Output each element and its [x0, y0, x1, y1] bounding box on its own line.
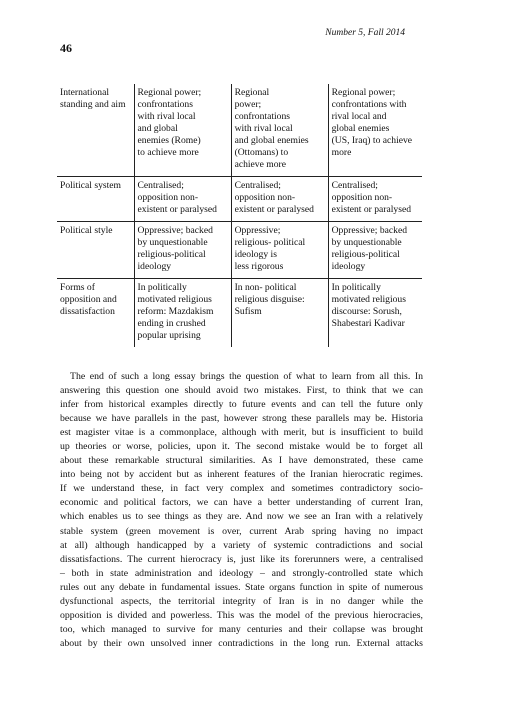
paragraph-line: at all) although handicapped by a variety of systemic contradictions and social — [60, 539, 423, 551]
table-cell — [328, 84, 422, 177]
paragraph-line: – both in state administration and ideology – and strongly-controlled state which — [60, 567, 423, 579]
cell-text-line: opposition non- — [234, 192, 296, 203]
paragraph-line: infer from historical examples directly to future events and can tell the future only — [60, 399, 423, 411]
table-cell — [328, 177, 422, 222]
cell-text-line: rival local and — [331, 111, 387, 122]
journal-issue-header: Number 5, Fall 2014 — [325, 28, 405, 38]
cell-text-line: confrontations — [234, 111, 290, 122]
cell-text-line: standing and aim — [60, 99, 126, 110]
paragraph-line: opposition is divided and powerless. This was the model of the previous hierocracies, — [60, 609, 423, 621]
table-cell — [134, 84, 231, 177]
cell-text-line: motivated religious — [331, 294, 406, 305]
cell-text-line: popular uprising — [137, 330, 201, 341]
cell-text-line: to achieve more — [137, 147, 199, 158]
cell-text-line: Centralised; — [234, 180, 281, 191]
paragraph-line: which enables us to see things as they are. And now we see an Iran with a relatively — [60, 511, 423, 523]
table-cell — [134, 222, 231, 279]
cell-text-line: and global enemies — [234, 135, 309, 146]
cell-text-line: opposition non- — [137, 192, 199, 203]
cell-text-line: existent or paralysed — [137, 204, 217, 215]
cell-text-line: power; — [234, 99, 262, 110]
paragraph-line: If we understand these, in fact very complex and sometimes contradictory socio- — [60, 483, 423, 495]
cell-text-line: Regional — [234, 87, 270, 98]
paragraph-line: answering this question one should avoid two mistakes. First, to think that we can — [60, 385, 423, 397]
cell-text-line: opposition and — [60, 294, 117, 305]
body-paragraph — [60, 370, 423, 651]
row-label-cell — [57, 177, 134, 222]
cell-text-line: by unquestionable — [137, 237, 208, 248]
cell-text-line: Regional power; — [331, 87, 396, 98]
cell-text-line: (US, Iraq) to achieve — [331, 135, 413, 146]
cell-text-line: enemies (Rome) — [137, 135, 201, 146]
cell-text-line: religious- political — [234, 237, 306, 248]
cell-text-line: ideology — [331, 261, 366, 272]
cell-text-line: confrontations — [137, 99, 193, 110]
cell-text-line: ideology is — [234, 249, 277, 260]
table-cell — [231, 177, 328, 222]
cell-text-line: more — [331, 147, 352, 158]
cell-text-line: and global — [137, 123, 178, 134]
paragraph-line: dysfunctional aspects, the territorial integrity of Iran is in no danger while the — [60, 595, 423, 607]
cell-text-line: In politically — [331, 282, 381, 293]
cell-text-line: religious-political — [137, 249, 206, 260]
cell-text-line: ideology — [137, 261, 172, 272]
paragraph-line: because we have parallels in the past, however strong these parallels may be. Historia — [60, 413, 423, 425]
table-row — [57, 279, 422, 348]
comparison-table — [57, 84, 422, 347]
table-row — [57, 177, 422, 222]
cell-text-line: Forms of — [60, 282, 95, 293]
cell-text-line: existent or paralysed — [331, 204, 411, 215]
cell-text-line: Oppressive; — [234, 225, 281, 236]
cell-text-line: Oppressive; backed — [331, 225, 408, 236]
table-row — [57, 84, 422, 177]
table-cell — [328, 222, 422, 279]
cell-text-line: Political style — [60, 225, 113, 236]
cell-text-line: reform: Mazdakism — [137, 306, 214, 317]
row-label-cell — [57, 279, 134, 348]
cell-text-line: Centralised; — [331, 180, 378, 191]
cell-text-line: Centralised; — [137, 180, 184, 191]
paragraph-line: about these remarkable structural similarities. As I have demonstrated, these came — [60, 455, 423, 467]
paragraph-line: est magister vitae is a commonplace, although with merit, but is insufficient to build — [60, 427, 423, 439]
table-cell — [231, 84, 328, 177]
paragraph-line: too, which managed to survive for many centuries and their collapse was brought — [60, 623, 423, 635]
paragraph-line: into being not by accident but as inherent features of the Iranian hierocratic regimes. — [60, 469, 423, 481]
cell-text-line: religious disguise: — [234, 294, 305, 305]
cell-text-line: (Ottomans) to — [234, 147, 289, 158]
paragraph-line: stable system (green movement is over, current Arab spring having no impact — [60, 525, 423, 537]
cell-text-line: by unquestionable — [331, 237, 402, 248]
cell-text-line: existent or paralysed — [234, 204, 314, 215]
paragraph-line: The end of such a long essay brings the question of what to learn from all this. In — [70, 371, 423, 382]
cell-text-line: opposition non- — [331, 192, 393, 203]
paragraph-line: rules out any debate in fundamental issues. State organs function in spite of numerous — [60, 581, 423, 593]
cell-text-line: motivated religious — [137, 294, 212, 305]
cell-text-line: global enemies — [331, 123, 390, 134]
paragraph-line: dissatisfactions. The current hierocracy is, just like its forerunners were, a centralised — [60, 553, 423, 565]
cell-text-line: ending in crushed — [137, 318, 206, 329]
paragraph-line: economic and political factors, we can have a better understanding of current Iran, — [60, 497, 423, 509]
cell-text-line: International — [60, 87, 110, 98]
table-cell — [231, 279, 328, 348]
cell-text-line: Oppressive; backed — [137, 225, 213, 236]
paragraph-line: about by their own unsolved inner contradictions in the long run. External attacks — [60, 637, 423, 649]
cell-text-line: confrontations with — [331, 99, 407, 110]
table-cell — [134, 177, 231, 222]
cell-text-line: discourse: Sorush, — [331, 306, 402, 317]
cell-text-line: In politically — [137, 282, 187, 293]
cell-text-line: Political system — [60, 180, 122, 191]
row-label-cell — [57, 222, 134, 279]
table-cell — [328, 279, 422, 348]
cell-text-line: Regional power; — [137, 87, 202, 98]
paragraph-line: up theories or worse, policies, upon it. The second mistake would be to forget all — [60, 441, 423, 453]
cell-text-line: achieve more — [234, 159, 286, 170]
cell-text-line: In non- political — [234, 282, 297, 293]
cell-text-line: less rigorous — [234, 261, 284, 272]
table-cell — [134, 279, 231, 348]
cell-text-line: Shabestari Kadivar — [331, 318, 405, 329]
page-number: 46 — [60, 41, 72, 55]
cell-text-line: Sufism — [234, 306, 262, 317]
cell-text-line: religious-political — [331, 249, 400, 260]
table-cell — [231, 222, 328, 279]
cell-text-line: dissatisfaction — [60, 306, 115, 317]
table-row — [57, 222, 422, 279]
row-label-cell — [57, 84, 134, 177]
cell-text-line: with rival local — [137, 111, 196, 122]
cell-text-line: with rival local — [234, 123, 293, 134]
